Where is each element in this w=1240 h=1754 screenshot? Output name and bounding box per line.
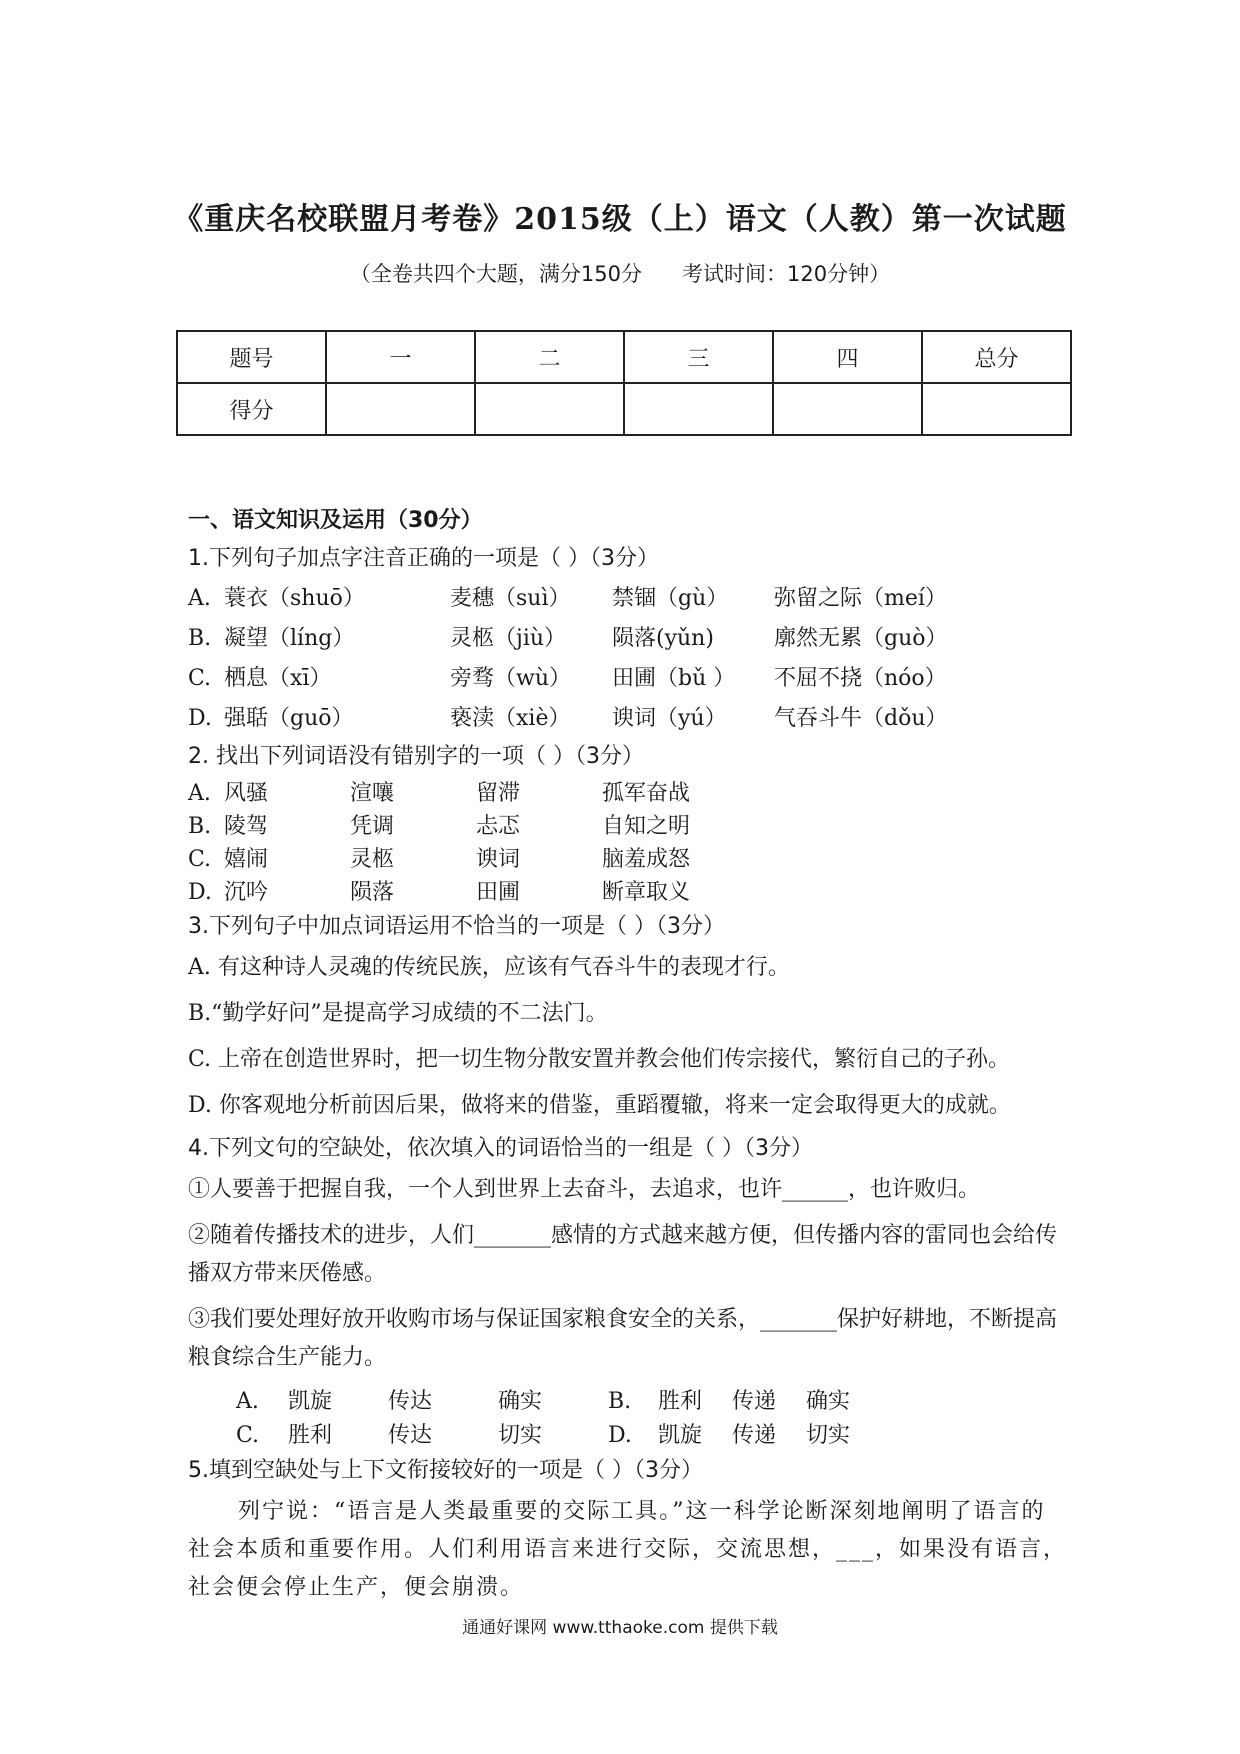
exam-content	[188, 505, 1068, 1615]
q4-sentence-3: ③我们要处理好放开收购市场与保证国家粮食安全的关系，_______保护好耕地，不断提高粮食综合生产能力。	[188, 1307, 1058, 1370]
score-table-cell: 题号	[177, 331, 326, 383]
option-letter: D.	[608, 1423, 632, 1448]
option-item: 胜利	[658, 1389, 703, 1414]
q1-option-d	[188, 699, 1068, 739]
score-table	[176, 330, 1072, 436]
score-table-score-row	[177, 383, 1071, 435]
option-item: 传达	[388, 1389, 433, 1414]
q1-option-b	[188, 619, 1068, 659]
option-item: 胜利	[288, 1423, 333, 1448]
score-entry-cell[interactable]	[475, 383, 624, 435]
q4-sentence-1: ①人要善于把握自我，一个人到世界上去奋斗，去追求，也许______，也许败归。	[188, 1177, 981, 1202]
q4-options-row-2	[188, 1419, 1068, 1453]
question-1-stem: 1.下列句子加点字注音正确的一项是（ ）（3分）	[188, 546, 659, 571]
option-letter: B.	[608, 1389, 632, 1414]
q2-option-d	[188, 876, 1068, 909]
option-item: 凭调	[350, 813, 395, 839]
exam-subtitle: （全卷共四个大题，满分150分 考试时间：120分钟）	[349, 262, 891, 286]
option-item: 渲嚷	[350, 780, 395, 806]
q4-options-row-1	[188, 1385, 1068, 1419]
option-item: 亵渎（xiè）	[450, 706, 571, 731]
option-item: 禁锢（gù）	[612, 586, 729, 611]
option-item: 气吞斗牛（dǒu）	[774, 706, 948, 731]
question-4-stem: 4.下列文句的空缺处，依次填入的词语恰当的一组是（ ）（3分）	[188, 1136, 813, 1161]
option-item: 弥留之际（meí）	[774, 586, 947, 611]
option-item: 凯旋	[288, 1389, 333, 1414]
q3-option-b: B.“勤学好问”是提高学习成绩的不二法门。	[188, 1001, 608, 1026]
score-table-cell: 三	[624, 331, 773, 383]
option-item: 孤军奋战	[602, 780, 691, 806]
q2-option-b	[188, 810, 1068, 843]
q3-option-a: A. 有这种诗人灵魂的传统民族，应该有气吞斗牛的表现才行。	[188, 955, 790, 980]
question-3-stem: 3.下列句子中加点词语运用不恰当的一项是（ ）（3分）	[188, 914, 725, 939]
score-entry-cell[interactable]	[922, 383, 1071, 435]
q3-option-c: C. 上帝在创造世界时，把一切生物分散安置并教会他们传宗接代，繁衍自己的子孙。	[188, 1047, 1011, 1072]
option-item: 脑羞成怒	[602, 846, 691, 872]
option-letter: C.	[188, 666, 212, 691]
option-item: 沉吟	[224, 879, 269, 905]
option-item: 凝望（líng）	[224, 626, 355, 651]
q1-option-a	[188, 579, 1068, 619]
option-letter: D.	[188, 879, 212, 905]
option-item: 谀词	[476, 846, 521, 872]
option-item: 蓑衣（shuō）	[224, 586, 365, 611]
score-table-header-row	[177, 331, 1071, 383]
option-item: 陨落	[350, 879, 395, 905]
option-item: 凯旋	[658, 1423, 703, 1448]
option-letter: C.	[236, 1423, 260, 1448]
option-item: 旁骛（wù）	[450, 666, 572, 691]
option-letter: A.	[188, 586, 211, 611]
question-5-stem: 5.填到空缺处与上下文衔接较好的一项是（ ）（3分）	[188, 1458, 703, 1483]
option-letter: A.	[236, 1389, 259, 1414]
question-2-stem: 2. 找出下列词语没有错别字的一项（ ）（3分）	[188, 744, 644, 769]
option-item: 灵柩（jiù）	[450, 626, 567, 651]
score-entry-cell[interactable]	[624, 383, 773, 435]
option-item: 麦穗（suì）	[450, 586, 571, 611]
score-table-cell: 四	[773, 331, 922, 383]
option-item: 嬉闹	[224, 846, 269, 872]
option-item: 留滞	[476, 780, 521, 806]
q3-option-d: D. 你客观地分析前因后果，做将来的借鉴，重蹈覆辙，将来一定会取得更大的成就。	[188, 1093, 1011, 1118]
option-item: 田圃（bǔ ）	[612, 666, 736, 691]
score-entry-cell[interactable]	[773, 383, 922, 435]
option-item: 风骚	[224, 780, 269, 806]
option-item: 切实	[806, 1423, 851, 1448]
q2-option-a	[188, 777, 1068, 810]
option-letter: C.	[188, 846, 212, 872]
option-item: 陵驾	[224, 813, 269, 839]
q2-option-c	[188, 843, 1068, 876]
option-item: 廓然无累（guò）	[774, 626, 948, 651]
option-item: 传递	[732, 1423, 777, 1448]
option-letter: B.	[188, 626, 212, 651]
q5-passage: 列宁说：“语言是人类最重要的交际工具。”这一科学论断深刻地阐明了语言的社会本质和重要作用。人们利用语言来进行交际，交流思想，___，如果没有语言，社会便会停止生产，便会崩溃。	[188, 1499, 1068, 1600]
option-item: 强聒（guō）	[224, 706, 354, 731]
option-item: 切实	[498, 1423, 543, 1448]
option-letter: D.	[188, 706, 212, 731]
option-item: 确实	[806, 1389, 851, 1414]
option-item: 谀词（yú）	[612, 706, 727, 731]
option-item: 传递	[732, 1389, 777, 1414]
option-item: 陨落(yǔn)	[612, 626, 714, 651]
option-item: 不屈不挠（nóo）	[774, 666, 947, 691]
q1-option-c	[188, 659, 1068, 699]
score-table-cell: 总分	[922, 331, 1071, 383]
option-item: 确实	[498, 1389, 543, 1414]
option-item: 栖息（xī）	[224, 666, 332, 691]
option-item: 自知之明	[602, 813, 691, 839]
page-footer: 通通好课网 www.tthaoke.com 提供下载	[462, 1618, 778, 1638]
option-letter: A.	[188, 780, 211, 806]
option-item: 断章取义	[602, 879, 691, 905]
option-letter: B.	[188, 813, 212, 839]
option-item: 忐忑	[476, 813, 521, 839]
q4-sentence-2: ②随着传播技术的进步，人们_______感情的方式越来越方便，但传播内容的雷同也会给传播双方带来厌倦感。	[188, 1223, 1058, 1286]
score-table-cell: 一	[326, 331, 475, 383]
option-item: 田圃	[476, 879, 521, 905]
score-table-cell: 二	[475, 331, 624, 383]
option-item: 传达	[388, 1423, 433, 1448]
exam-title: 《重庆名校联盟月考卷》2015级（上）语文（人教）第一次试题	[173, 202, 1067, 237]
score-table-cell: 得分	[177, 383, 326, 435]
section-heading: 一、语文知识及运用（30分）	[188, 508, 483, 533]
option-item: 灵柩	[350, 846, 395, 872]
score-entry-cell[interactable]	[326, 383, 475, 435]
